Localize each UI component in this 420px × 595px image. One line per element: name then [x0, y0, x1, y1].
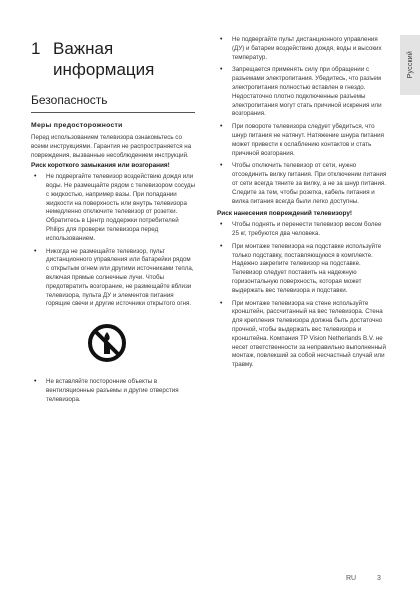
side-tab-label: Русский	[406, 51, 414, 79]
list-item: • При монтаже телевизора на стене используйте кронштейн, рассчитанный на вес телевизора. Стена для крепления телевизора должна быть достаточно прочной, чтобы выдержать вес телевизора и кронштейна. Компания TP Vision Netherlands B.V. не несет ответственности за неправильно выполненный монтаж, повлекший за собой несчастный случай или травму.	[217, 300, 389, 370]
chapter-number: 1	[31, 39, 41, 58]
intro-paragraph: Перед использованием телевизора ознакомьтесь со всеми инструкциями. Гарантия не распространяется на повреждения, вызванные несоблюдением инструкций.	[31, 134, 192, 159]
precautions-heading: Меры предосторожности	[31, 122, 123, 129]
right-bullet-list-2	[217, 221, 389, 370]
list-item: • Запрещается применять силу при обращении с разъемами электропитания. Убедитесь, что разъем электропитания полностью вставлен в гнездо. Недостаточно плотно подключенные разъемы электропитания могут стать причиной искрения или возгорания.	[217, 66, 389, 119]
footer-language: RU	[346, 575, 357, 582]
chapter-title-line-1: Важная	[53, 39, 114, 58]
left-column	[31, 38, 195, 409]
language-side-tab	[400, 35, 420, 95]
section-divider	[31, 112, 195, 113]
right-column	[217, 36, 389, 374]
risk-injury-heading: Риск нанесения повреждений телевизору!	[217, 210, 353, 218]
list-item: • Не подвергайте телевизор воздействию дождя или воды. Не размещайте рядом с телевизором сосуды с жидкостью, например вазы. При попадании жидкости на поверхность или внутрь телевизора немедленно отключите телевизор от розетки. Обратитесь в Центр поддержки потребителей Philips для проверки телевизора перед использованием.	[31, 173, 195, 243]
right-bullet-list	[217, 36, 389, 206]
section-title: Безопасность	[31, 93, 108, 107]
list-item: • При повороте телевизора следует убедиться, что шнур питания не натянут. Натяжение шнура питания может привести к ослаблению контактов и стать причиной возгорания.	[217, 123, 389, 158]
chapter-title	[53, 38, 154, 80]
list-item: • Не подвергайте пульт дистанционного управления (ДУ) и батареи воздействию дождя, воды и высоких температур.	[217, 36, 389, 62]
chapter-title-line-2: информация	[53, 60, 155, 79]
list-item: • Никогда не размещайте телевизор, пульт дистанционного управления или батарейки рядом с открытым огнем или другими источниками тепла, включая прямые солнечные лучи. Чтобы предотвратить возгорание, не размещайте вблизи телевизора, пульта ДУ и элементов питания горящие свечи и другие источники открытого огня.	[31, 248, 195, 310]
list-item: • Чтобы отключить телевизор от сети, нужно отсоединить вилку питания. При отключении питания от сети всегда тяните за вилку, а не за шнур питания. Следите за тем, чтобы розетка, кабель питания и вилка питания всегда были легко доступны.	[217, 162, 389, 206]
list-item: • При монтаже телевизора на подставке используйте только подставку, поставляющуюся в комплекте. Надежно закрепите телевизор на подставке. Телевизор следует поставить на надежную горизонтальную поверхность, которая может выдержать вес телевизора и подставки.	[217, 243, 389, 296]
list-item: • Чтобы поднять и перенести телевизор весом более 25 кг, требуются два человека.	[217, 221, 389, 239]
chapter-heading	[31, 38, 195, 80]
page-number: 3	[377, 575, 381, 582]
list-item: • Не вставляйте посторонние объекты в вентиляционные разъемы и другие отверстия телевизора.	[31, 378, 195, 404]
no-open-flame-icon	[87, 323, 127, 363]
risk-short-circuit-heading: Риск короткого замыкания или возгорания!	[31, 162, 170, 170]
left-bullet-list-2	[31, 378, 195, 404]
left-bullet-list	[31, 173, 195, 309]
